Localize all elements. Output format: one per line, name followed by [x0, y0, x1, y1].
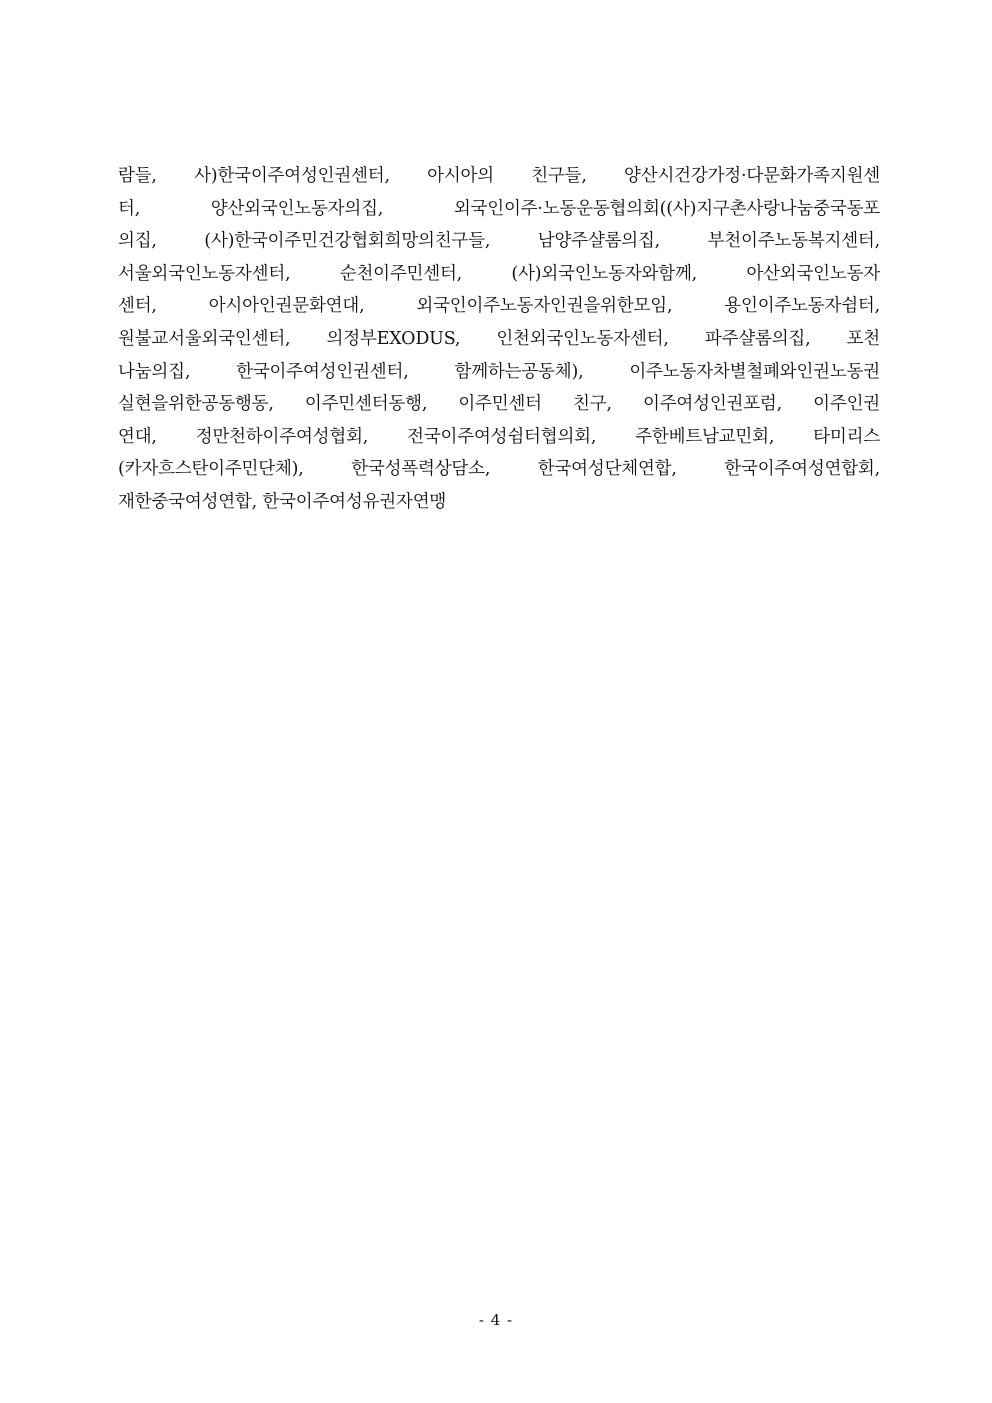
paragraph-line-10: (카자흐스탄이주민단체), 한국성폭력상담소, 한국여성단체연합, 한국이주여성연합회, — [118, 459, 880, 480]
paragraph-line-4: 서울외국인노동자센터, 순천이주민센터, (사)외국인노동자와함께, 아산외국인노동자 — [118, 263, 880, 284]
page-number: - 4 - — [478, 1311, 514, 1329]
paragraph-line-7: 나눔의집, 한국이주여성인권센터, 함께하는공동체), 이주노동자차별철폐와인권노동권 — [118, 361, 880, 382]
paragraph-line-3: 의집, (사)한국이주민건강협회희망의친구들, 남양주샬롬의집, 부천이주노동복지센터, — [118, 231, 880, 252]
paragraph-line-6: 원불교서울외국인센터, 의정부EXODUS, 인천외국인노동자센터, 파주샬롬의집, 포천 — [118, 328, 880, 349]
paragraph-line-9: 연대, 정만천하이주여성협회, 전국이주여성쉼터협의회, 주한베트남교민회, 타미리스 — [118, 426, 880, 447]
paragraph-line-2: 터, 양산외국인노동자의집, 외국인이주·노동운동협의회((사)지구촌사랑나눔중국동포 — [118, 198, 880, 219]
organization-list-paragraph — [118, 160, 880, 519]
paragraph-line-11: 재한중국여성연합, 한국이주여성유권자연맹 — [118, 491, 447, 512]
paragraph-line-5: 센터, 아시아인권문화연대, 외국인이주노동자인권을위한모임, 용인이주노동자쉼터, — [118, 296, 880, 317]
paragraph-line-8: 실현을위한공동행동, 이주민센터동행, 이주민센터 친구, 이주여성인권포럼, 이주인권 — [118, 394, 880, 415]
paragraph-line-1: 람들, 사)한국이주여성인권센터, 아시아의 친구들, 양산시건강가정·다문화가족지원센 — [118, 166, 880, 186]
